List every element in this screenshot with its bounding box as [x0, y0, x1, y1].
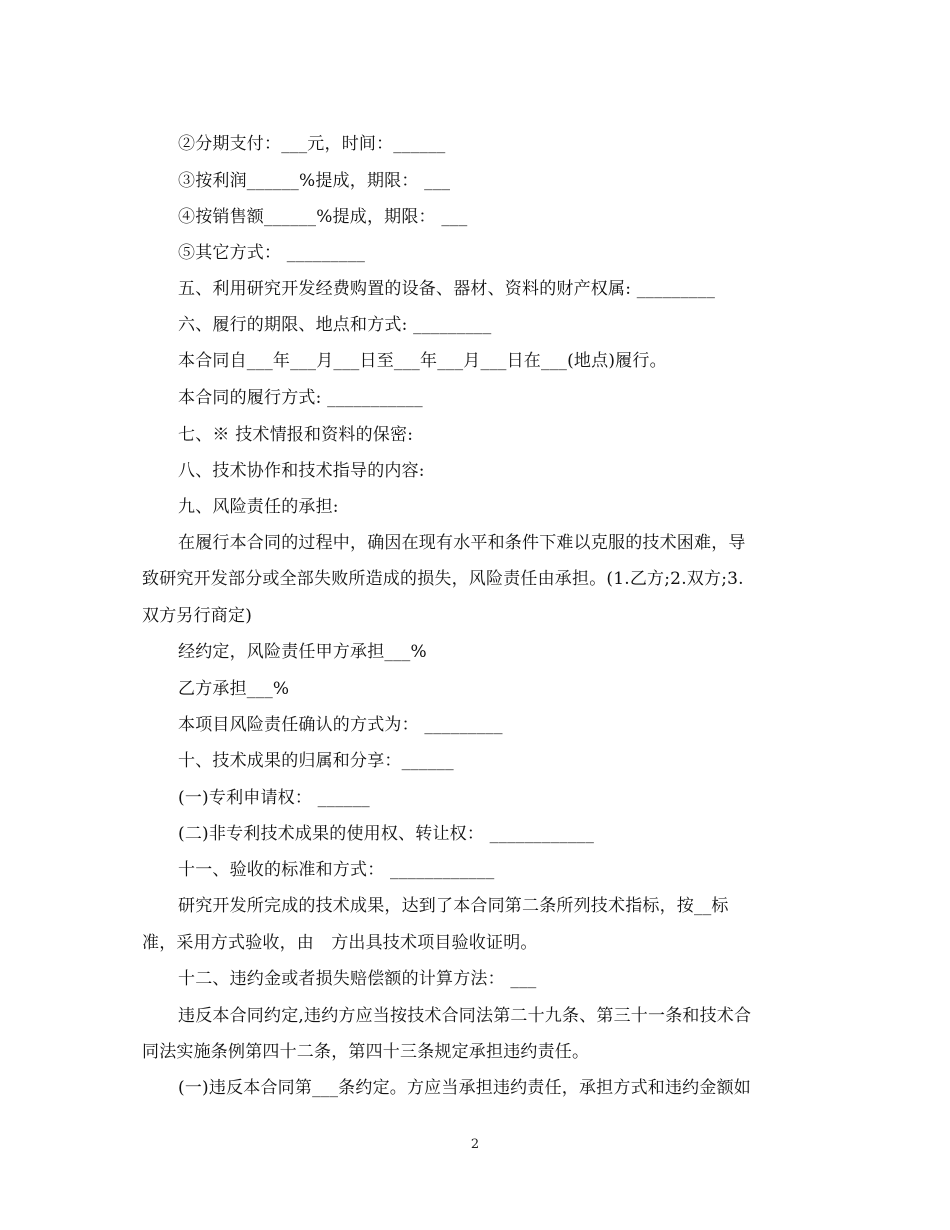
text-line: 六、履行的期限、地点和方式: _________ [178, 315, 492, 335]
text-line: 九、风险责任的承担: [178, 497, 339, 517]
text-line: 本项目风险责任确认的方式为： _________ [178, 715, 503, 735]
text-line: 十一、验收的标准和方式： ____________ [178, 860, 495, 880]
text-line: 七、※ 技术情报和资料的保密: [178, 425, 414, 445]
text-line: ②分期支付：___元，时间：______ [178, 134, 446, 154]
text-line: 八、技术协作和技术指导的内容: [178, 461, 425, 481]
text-line: 五、利用研究开发经费购置的设备、器材、资料的财产权属: _________ [178, 279, 716, 299]
text-line: 乙方承担___% [178, 679, 290, 699]
text-line: (一)专利申请权： ______ [178, 788, 370, 808]
text-line: 本合同的履行方式: ___________ [178, 388, 423, 408]
text-line: 本合同自___年___月___日至___年___月___日在___(地点)履行。 [178, 351, 667, 371]
text-line: 准，采用方式验收，由 方出具技术项目验收证明。 [142, 933, 538, 953]
page-number: 2 [470, 1137, 480, 1152]
text-line: 双方另行商定) [142, 606, 253, 626]
text-line: 同法实施条例第四十二条，第四十三条规定承担违约责任。 [142, 1042, 590, 1062]
text-line: ③按利润______%提成，期限： ___ [178, 171, 451, 191]
text-line: ⑤其它方式： _________ [178, 243, 366, 263]
text-line: 十二、违约金或者损失赔偿额的计算方法： ___ [178, 969, 537, 989]
text-line: (一)违反本合同第___条约定。方应当承担违约责任，承担方式和违约金额如 [178, 1078, 751, 1098]
text-line: 在履行本合同的过程中，确因在现有水平和条件下难以克服的技术困难，导 [178, 533, 746, 553]
text-line: 违反本合同约定,违约方应当按技术合同法第二十九条、第三十一条和技术合 [178, 1006, 752, 1026]
text-line: ④按销售额______%提成，期限： ___ [178, 207, 468, 227]
text-line: (二)非专利技术成果的使用权、转让权： ____________ [178, 824, 595, 844]
text-line: 经约定，风险责任甲方承担___% [178, 642, 427, 662]
text-line: 研究开发所完成的技术成果，达到了本合同第二条所列技术指标，按__标 [178, 896, 729, 916]
text-line: 致研究开发部分或全部失败所造成的损失，风险责任由承担。(1.乙方;2.双方;3. [142, 569, 744, 589]
text-line: 十、技术成果的归属和分享：______ [178, 751, 454, 771]
